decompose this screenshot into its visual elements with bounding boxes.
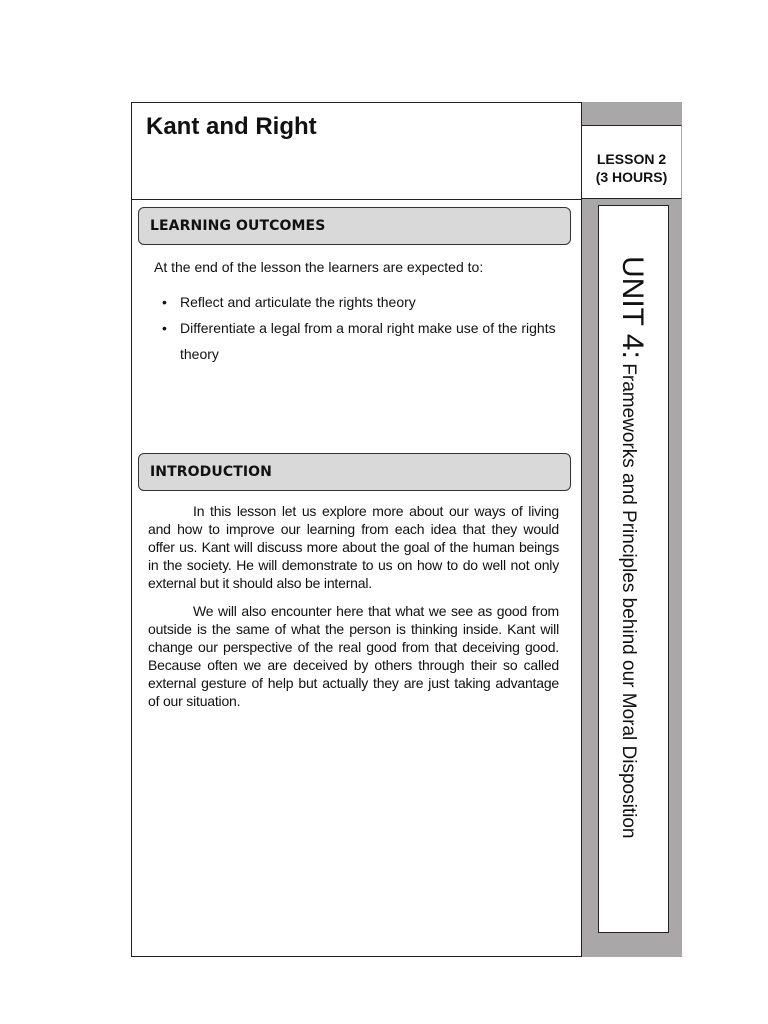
outcomes-list (162, 289, 562, 367)
bullet-icon: • (162, 294, 167, 310)
intro-paragraph-1: In this lesson let us explore more about our ways of living and how to improve our learning from each idea that they would offer us. Kant will discuss more about the goal of the human beings in the society. He will demonstrate to us on how to do well not only external but it should also be internal. (148, 503, 559, 591)
learning-outcomes-heading: LEARNING OUTCOMES (138, 207, 571, 245)
introduction-heading: INTRODUCTION (138, 453, 571, 491)
title-divider (131, 199, 582, 200)
bullet-icon: • (162, 320, 167, 336)
lesson-badge (582, 125, 682, 199)
lesson-number: LESSON 2 (596, 151, 667, 167)
unit-vertical-title (615, 256, 649, 838)
list-item: • Reflect and articulate the rights theory (162, 289, 562, 315)
intro-paragraph-2: We will also encounter here that what we see as good from outside is the same of what the person is thinking inside. Kant will change our perspective of the real good from that deceiving good. Because often we are deceived by others through their so called external gesture of help but actually they are just taking advantage of our situation. (148, 603, 559, 709)
lesson-duration: (3 HOURS) (595, 169, 668, 185)
unit-subtitle: Frameworks and Principles behind our Moral Disposition (618, 363, 639, 839)
unit-label: UNIT 4: (616, 256, 649, 359)
page-title: Kant and Right (146, 113, 317, 140)
outcomes-intro: At the end of the lesson the learners are expected to: (154, 259, 484, 275)
list-item: • Differentiate a legal from a moral right make use of the rights theory (162, 315, 562, 367)
